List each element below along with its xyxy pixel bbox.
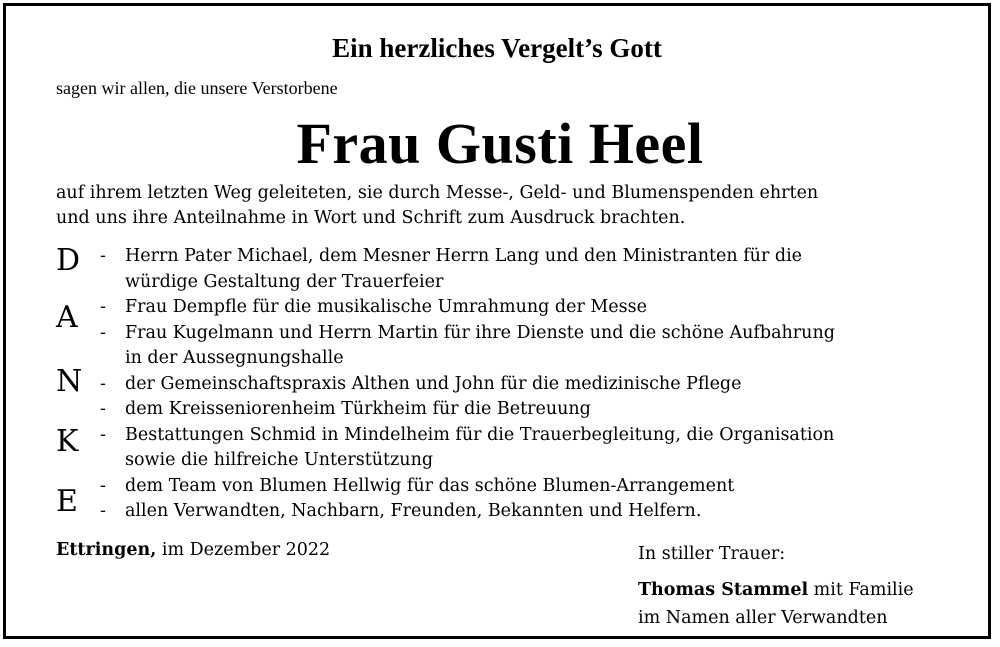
place: Ettringen, xyxy=(56,540,157,560)
thanks-item-line: der Gemeinschaftspraxis Althen und John für die medizinische Pflege xyxy=(125,373,742,394)
list-dash: - xyxy=(100,246,106,266)
thanks-item-line: in der Aussegnungshalle xyxy=(125,348,344,368)
thanks-item-line: allen Verwandten, Nachbarn, Freunden, Bekannten und Helfern. xyxy=(125,501,702,521)
thanks-item-line: Herrn Pater Michael, dem Mesner Herrn Lang und den Ministranten für die xyxy=(125,246,803,266)
relatives-line: im Namen aller Verwandten xyxy=(638,608,888,628)
family-rest: mit Familie xyxy=(808,580,914,600)
thanks-item-line: Bestattungen Schmid in Mindelheim für die Trauerbegleitung, die Organisation xyxy=(125,424,835,445)
thanks-item xyxy=(100,397,980,423)
thanks-list xyxy=(100,244,980,525)
thanks-item xyxy=(100,423,980,474)
thanks-item xyxy=(100,295,980,321)
danke-letter: N xyxy=(56,364,83,399)
headline: Ein herzliches Vergelt’s Gott xyxy=(332,33,662,63)
list-dash: - xyxy=(100,297,106,317)
list-dash: - xyxy=(100,373,106,394)
deceased-name: Frau Gusti Heel xyxy=(296,111,704,176)
thanks-item xyxy=(100,372,980,398)
thanks-item-line: dem Team von Blumen Hellwig für das schöne Blumen-Arrangement xyxy=(125,475,735,496)
family-line xyxy=(638,576,914,604)
danke-letters xyxy=(56,244,96,524)
thanks-item xyxy=(100,499,980,525)
trauer-label: In stiller Trauer: xyxy=(638,544,786,564)
list-dash: - xyxy=(100,475,106,496)
signature-block xyxy=(638,540,914,632)
thanks-item xyxy=(100,321,980,372)
thanks-item-line: Frau Kugelmann und Herrn Martin für ihre Dienste und die schöne Aufbahrung xyxy=(125,322,835,343)
danke-letter: E xyxy=(56,484,78,519)
place-date xyxy=(56,540,330,560)
thanks-item-line: würdige Gestaltung der Trauerfeier xyxy=(125,271,444,292)
body-line: und uns ihre Anteilnahme in Wort und Schrift zum Ausdruck brachten. xyxy=(56,208,686,228)
thanks-item xyxy=(100,244,980,295)
body-text xyxy=(56,181,956,231)
family-name: Thomas Stammel xyxy=(638,580,809,600)
body-line: auf ihrem letzten Weg geleiteten, sie durch Messe-, Geld- und Blumenspenden ehrten xyxy=(56,183,819,203)
list-dash: - xyxy=(100,322,106,343)
thanks-item-line: Frau Dempfle für die musikalische Umrahmung der Messe xyxy=(125,297,647,317)
date: im Dezember 2022 xyxy=(156,540,331,560)
danke-letter: D xyxy=(56,243,81,278)
danke-letter: A xyxy=(56,300,78,335)
list-dash: - xyxy=(100,399,106,419)
thanks-item-line: dem Kreisseniorenheim Türkheim für die Betreuung xyxy=(125,399,591,419)
list-dash: - xyxy=(100,501,106,521)
intro-line: sagen wir allen, die unsere Verstorbene xyxy=(56,78,338,98)
thanks-item xyxy=(100,474,980,500)
thanks-item-line: sowie die hilfreiche Unterstützung xyxy=(125,450,434,470)
list-dash: - xyxy=(100,424,106,445)
danke-letter: K xyxy=(56,424,79,459)
